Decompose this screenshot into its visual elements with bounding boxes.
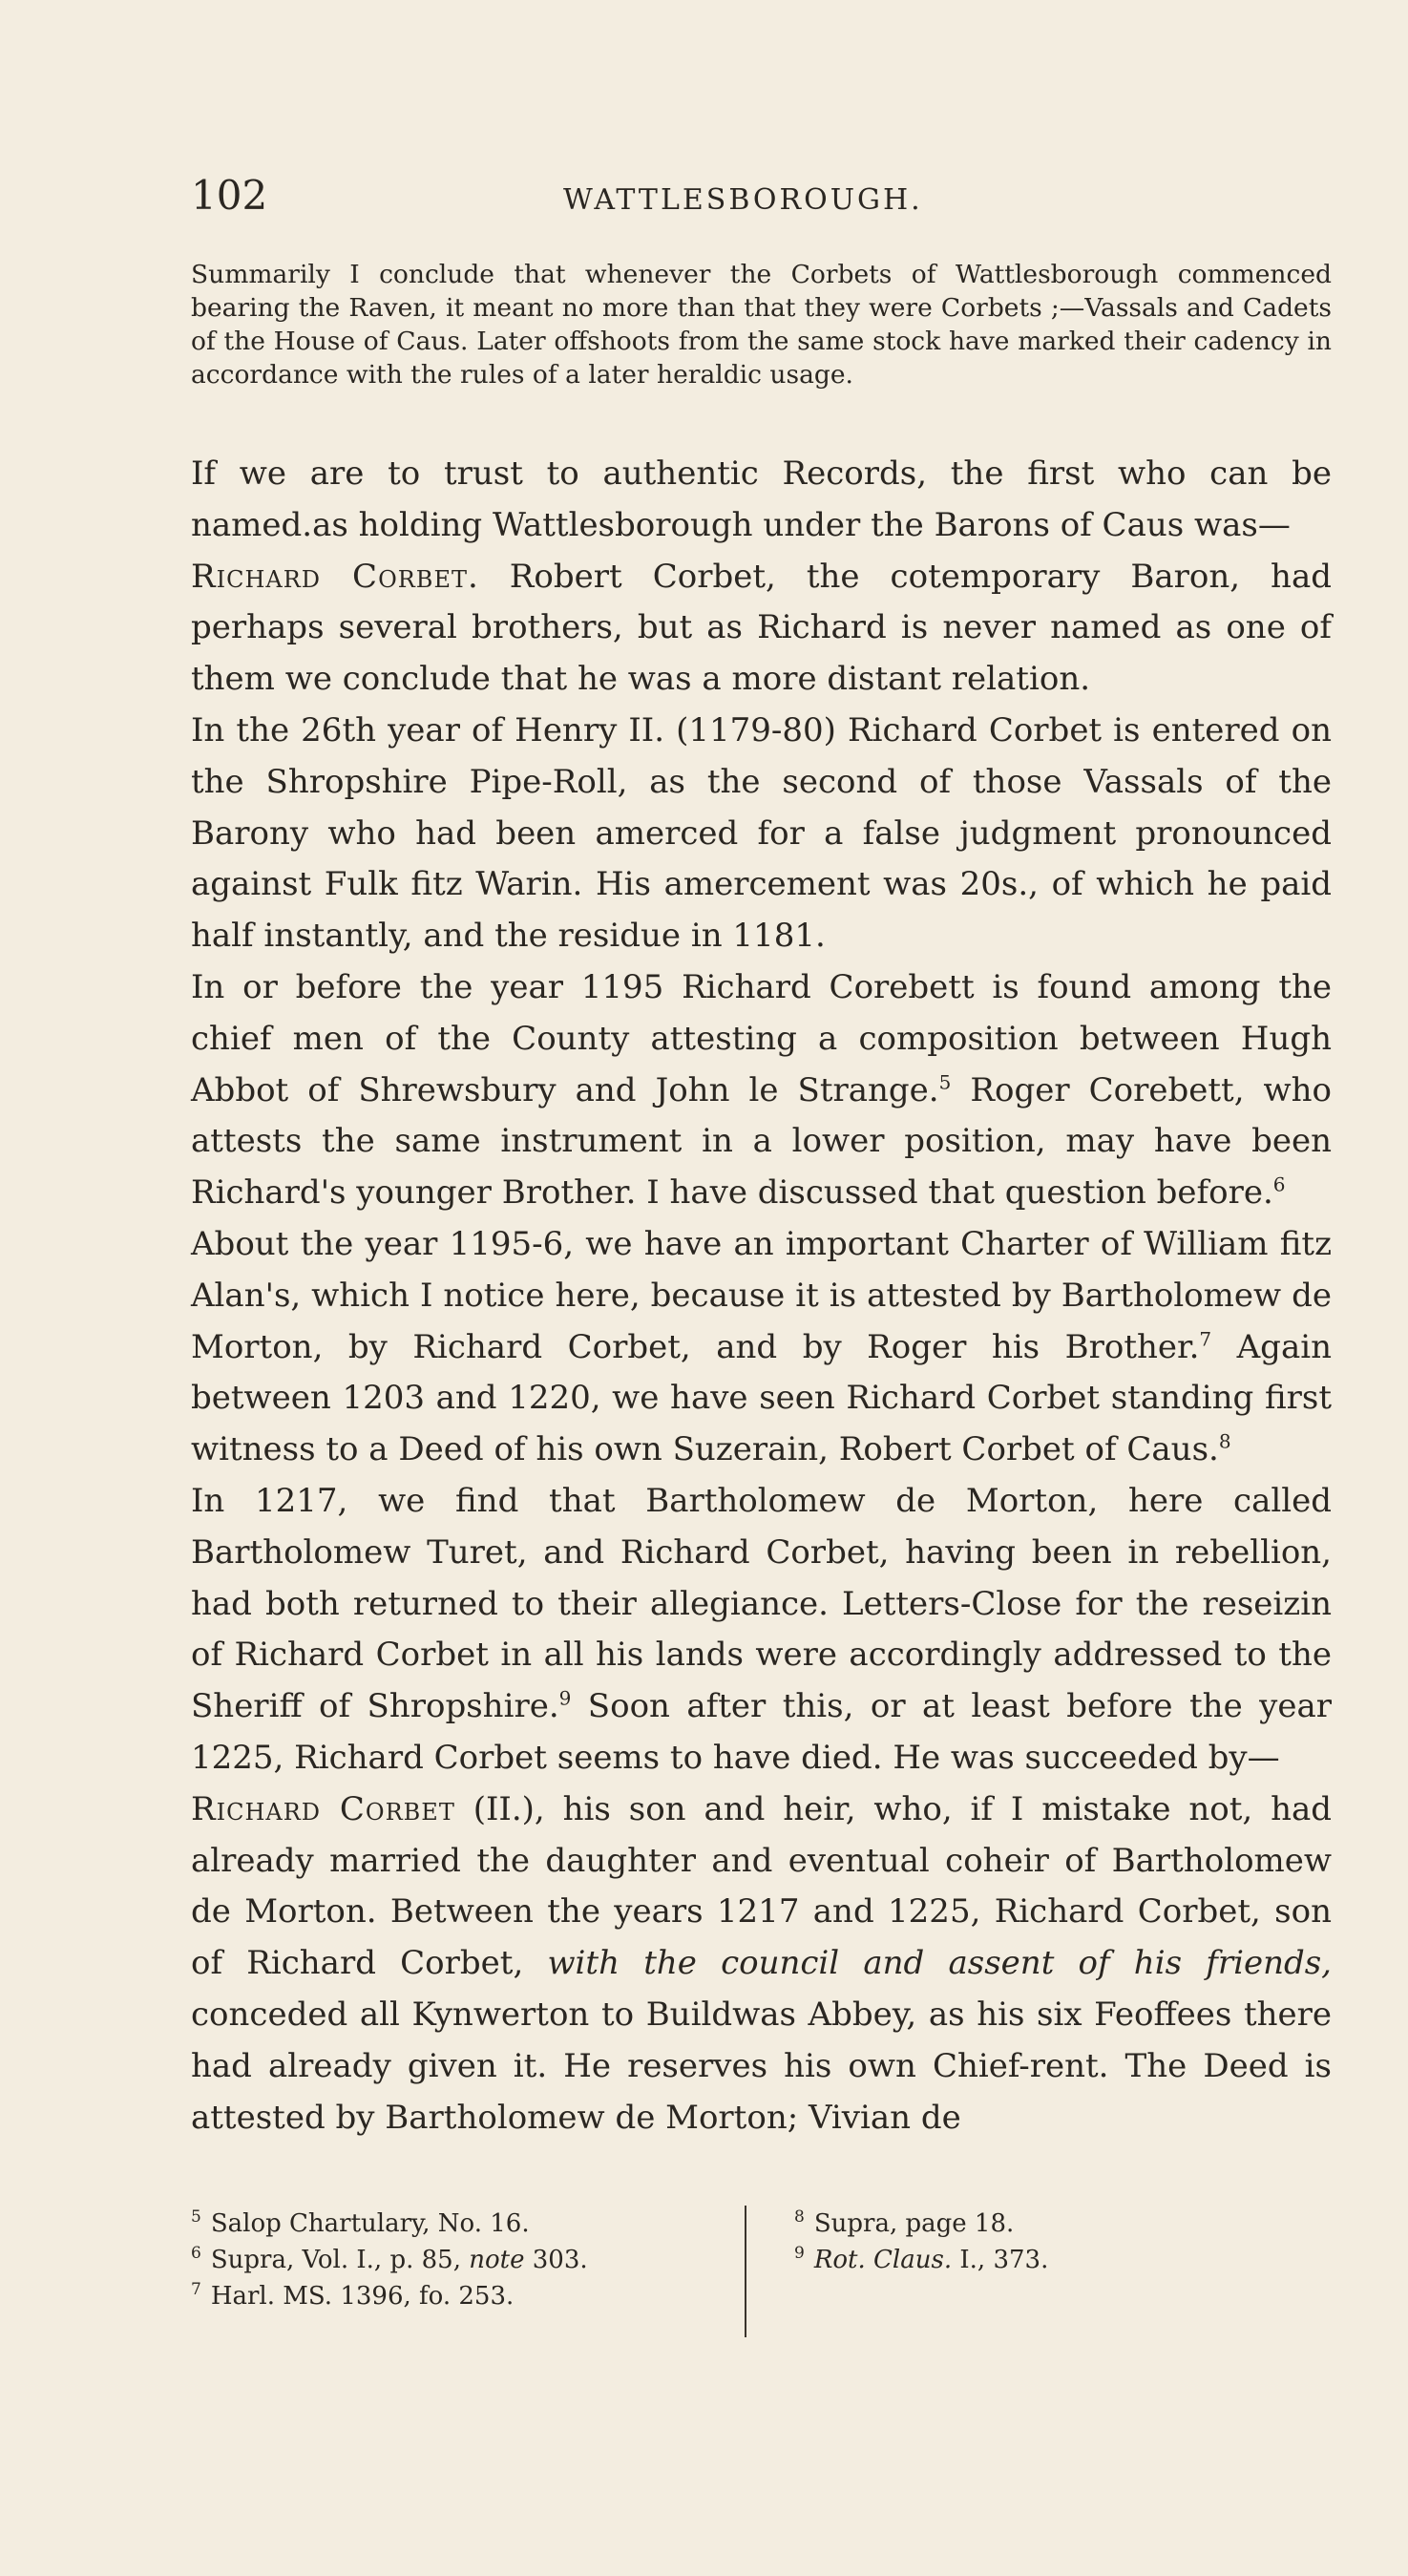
footnote-text: Harl. MS. 1396, fo. 253. (210, 2282, 515, 2311)
footnote-mark: 9 (794, 2244, 805, 2264)
page-header (191, 172, 1317, 229)
p6-text-b: conceded all Kynwerton to Buildwas Abbey, as his six Feoffees there had already given it. He reserves his own Chief-rent. The Deed is attested by Bartholomew de Morton; Vivian de (191, 1995, 1332, 2137)
p4-text-a: About the year 1195-6, we have an important Charter of William fitz Alan's, which I notice here, because it is attested by Bartholomew de Morton, by Richard Corbet, and by Roger his Brother. (191, 1224, 1332, 1366)
footnote-mark: 8 (794, 2207, 805, 2228)
page-number: 102 (191, 172, 268, 219)
summary-text: Summarily I conclude that whenever the Corbets of Wattlesborough commenced bearing the Raven, it meant no more than that they were Corbets ;—Vassals and Cadets of the House of Caus. Later offshoots from the same stock have marked their cadency in accordance with the rules of a later heraldic usage. (191, 260, 1332, 390)
footnote-ref-5[interactable]: 5 (938, 1070, 952, 1094)
p5-text-b: Soon after this, or at least before the year 1225, Richard Corbet seems to have died. He was succeeded by— (191, 1687, 1332, 1777)
paragraph-2 (191, 706, 1332, 962)
footnote-mark: 7 (191, 2280, 201, 2300)
footnotes (191, 2206, 1145, 2320)
paragraph-1 (191, 449, 1332, 706)
paragraph-4 (191, 1219, 1332, 1476)
p2-text: In the 26th year of Henry II. (1179-80) Richard Corbet is entered on the Shropshire Pipe-Roll, as the second of those Vassals of the Barony who had been amerced for a false judgment pronounced against Fulk fitz Warin. His amercement was 20s., of which he paid half instantly, and the residue in 1181. (191, 710, 1332, 956)
summary-paragraph (191, 258, 1332, 391)
footnote-mark: 5 (191, 2207, 201, 2228)
footnote-text: Supra, page 18. (813, 2209, 1015, 2238)
p6-italic: with the council and assent of his friends, (547, 1944, 1332, 1983)
p1-name: Richard Corbet. (191, 557, 479, 596)
footnote-7 (191, 2278, 725, 2314)
footnote-ref-8[interactable]: 8 (1218, 1429, 1231, 1453)
footnote-ref-9[interactable]: 9 (558, 1686, 572, 1710)
footnote-italic: Rot. Claus. (813, 2246, 953, 2274)
footnote-mark: 6 (191, 2244, 201, 2264)
footnote-text: I., 373. (952, 2246, 1049, 2274)
paragraph-5 (191, 1476, 1332, 1784)
paragraph-3 (191, 962, 1332, 1219)
p6-name: Richard Corbet (191, 1789, 455, 1828)
footnotes-left-column (191, 2206, 725, 2314)
p5-text-a: In 1217, we find that Bartholomew de Morton, here called Bartholomew Turet, and Richard Corbet, having been in rebellion, had both returned to their allegiance. Letters-Close for the reseizin of Richard Corbet in all his lands were accordingly addressed to the Sheriff of Shropshire. (191, 1481, 1332, 1726)
footnote-8 (794, 2206, 1176, 2242)
p3-text-b: Roger Corebett, who attests the same instrument in a lower position, may have been Richard's younger Brother. I have discussed that question before. (191, 1070, 1332, 1213)
footnote-6 (191, 2242, 725, 2278)
paragraph-6 (191, 1784, 1332, 2144)
footnote-text: Salop Chartulary, No. 16. (210, 2209, 530, 2238)
footnotes-right-column (794, 2206, 1176, 2278)
p3-text-a: In or before the year 1195 Richard Corebett is found among the chief men of the County attesting a composition between Hugh Abbot of Shrewsbury and John le Strange. (191, 967, 1332, 1109)
footnote-9 (794, 2242, 1176, 2278)
p1-text-b: Robert Corbet, the cotemporary Baron, had perhaps several brothers, but as Richard is never named as one of them we conclude that he was a more distant relation. (191, 557, 1332, 699)
footnote-text: 303. (524, 2246, 588, 2274)
body-text (191, 449, 1332, 2143)
footnote-divider (745, 2206, 746, 2337)
footnote-italic: note (469, 2246, 525, 2274)
running-head: WATTLESBOROUGH. (563, 183, 923, 217)
p1-text-a: If we are to trust to authentic Records, the first who can be named.as holding Wattlesborough under the Barons of Caus was— (191, 454, 1332, 544)
footnote-5 (191, 2206, 725, 2242)
p4-text-b: Again between 1203 and 1220, we have seen Richard Corbet standing first witness to a Deed of his own Suzerain, Robert Corbet of Caus. (191, 1327, 1332, 1469)
footnote-ref-6[interactable]: 6 (1272, 1172, 1286, 1196)
p6-text-a: (II.), his son and heir, who, if I mistake not, had already married the daughter and eventual coheir of Bartholomew de Morton. Between the years 1217 and 1225, Richard Corbet, son of Richard Corbet, (191, 1789, 1333, 1983)
footnote-text: Supra, Vol. I., p. 85, (210, 2246, 470, 2274)
footnote-ref-7[interactable]: 7 (1199, 1327, 1212, 1351)
